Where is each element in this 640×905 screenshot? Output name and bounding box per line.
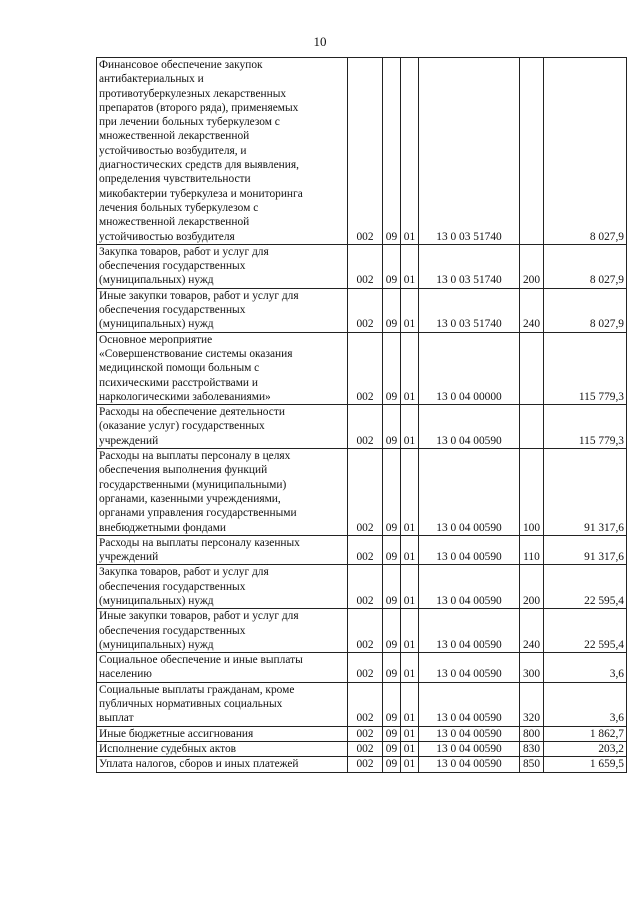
expense-type-code: 850: [520, 757, 544, 772]
subsection-code: 01: [401, 244, 419, 288]
expense-name: [97, 757, 348, 772]
table-row: [97, 405, 627, 449]
section-code: 09: [383, 726, 401, 741]
section-code: 09: [383, 741, 401, 756]
subsection-code: 01: [401, 565, 419, 609]
table-row: [97, 332, 627, 404]
expense-name: [97, 726, 348, 741]
expense-name: [97, 405, 348, 449]
expense-name: [97, 449, 348, 536]
expense-name-line: (муниципальных) нужд: [99, 638, 214, 651]
expense-name-line: внебюджетными фондами: [99, 521, 227, 534]
table-row: [97, 609, 627, 653]
target-article-code: 13 0 04 00590: [419, 535, 520, 565]
expense-type-code: 320: [520, 682, 544, 726]
expense-name-line: Социальное обеспечение и иные выплаты: [99, 654, 303, 667]
grbs-code: 002: [348, 449, 383, 536]
expense-name-line: Иные закупки товаров, работ и услуг для: [99, 610, 299, 623]
table-row: [97, 653, 627, 683]
amount-value: 22 595,4: [544, 565, 627, 609]
grbs-code: 002: [348, 757, 383, 772]
table-row: [97, 449, 627, 536]
expense-name: [97, 244, 348, 288]
expense-name-line: препаратов (второго ряда), применяемых: [99, 101, 299, 114]
target-article-code: 13 0 03 51740: [419, 58, 520, 245]
expense-type-code: 200: [520, 244, 544, 288]
section-code: 09: [383, 565, 401, 609]
grbs-code: 002: [348, 682, 383, 726]
amount-value: 8 027,9: [544, 244, 627, 288]
expense-name-line: множественной лекарственной: [99, 130, 250, 143]
grbs-code: 002: [348, 244, 383, 288]
expense-name-line: Закупка товаров, работ и услуг для: [99, 566, 269, 579]
section-code: 09: [383, 653, 401, 683]
grbs-code: 002: [348, 58, 383, 245]
amount-value: 1 659,5: [544, 757, 627, 772]
section-code: 09: [383, 332, 401, 404]
grbs-code: 002: [348, 535, 383, 565]
expense-name-line: Расходы на выплаты персоналу в целях: [99, 450, 291, 463]
expense-name-line: противотуберкулезных лекарственных: [99, 87, 287, 100]
expense-name-line: обеспечения государственных: [99, 580, 246, 593]
expense-type-code: [520, 332, 544, 404]
amount-value: 115 779,3: [544, 405, 627, 449]
table-row: [97, 244, 627, 288]
expense-name-line: медицинской помощи больным с: [99, 362, 260, 375]
expense-name-line: Социальные выплаты гражданам, кроме: [99, 683, 295, 696]
expense-name-line: наркологическими заболеваниями»: [99, 390, 271, 403]
expense-type-code: 240: [520, 288, 544, 332]
grbs-code: 002: [348, 565, 383, 609]
expense-type-code: 800: [520, 726, 544, 741]
amount-value: 3,6: [544, 653, 627, 683]
section-code: 09: [383, 244, 401, 288]
expense-name: [97, 58, 348, 245]
expense-name-line: публичных нормативных социальных: [99, 698, 283, 711]
expense-name: [97, 741, 348, 756]
subsection-code: 01: [401, 535, 419, 565]
table-row: [97, 757, 627, 772]
expense-name-line: Закупка товаров, работ и услуг для: [99, 245, 269, 258]
budget-table: [96, 57, 627, 773]
table-row: [97, 682, 627, 726]
table-row: [97, 726, 627, 741]
expense-name: [97, 682, 348, 726]
expense-name: [97, 332, 348, 404]
expense-name-line: органами управления государственными: [99, 507, 297, 520]
expense-name-line: Иные бюджетные ассигнования: [99, 727, 254, 740]
expense-name-line: Расходы на выплаты персоналу казенных: [99, 536, 300, 549]
grbs-code: 002: [348, 741, 383, 756]
expense-name-line: учреждений: [99, 434, 159, 447]
expense-name-line: антибактериальных и: [99, 73, 204, 86]
expense-type-code: [520, 58, 544, 245]
amount-value: 3,6: [544, 682, 627, 726]
expense-name-line: при лечении больных туберкулезом с: [99, 116, 280, 129]
target-article-code: 13 0 04 00590: [419, 565, 520, 609]
grbs-code: 002: [348, 609, 383, 653]
expense-name-line: органами, казенными учреждениями,: [99, 492, 281, 505]
expense-name-line: Исполнение судебных актов: [99, 742, 237, 755]
expense-name: [97, 565, 348, 609]
grbs-code: 002: [348, 332, 383, 404]
target-article-code: 13 0 04 00590: [419, 609, 520, 653]
section-code: 09: [383, 449, 401, 536]
expense-type-code: 830: [520, 741, 544, 756]
table-row: [97, 58, 627, 245]
expense-name-line: (муниципальных) нужд: [99, 318, 214, 331]
expense-name: [97, 609, 348, 653]
subsection-code: 01: [401, 449, 419, 536]
expense-type-code: 200: [520, 565, 544, 609]
expense-name-line: учреждений: [99, 551, 159, 564]
subsection-code: 01: [401, 741, 419, 756]
target-article-code: 13 0 03 51740: [419, 244, 520, 288]
target-article-code: 13 0 04 00590: [419, 653, 520, 683]
expense-name-line: лечения больных туберкулезом с: [99, 201, 259, 214]
grbs-code: 002: [348, 653, 383, 683]
section-code: 09: [383, 757, 401, 772]
budget-table-body: [97, 58, 627, 773]
subsection-code: 01: [401, 288, 419, 332]
table-row: [97, 741, 627, 756]
target-article-code: 13 0 04 00590: [419, 449, 520, 536]
subsection-code: 01: [401, 682, 419, 726]
expense-name: [97, 288, 348, 332]
expense-name-line: диагностических средств для выявления,: [99, 159, 299, 172]
expense-name: [97, 535, 348, 565]
section-code: 09: [383, 609, 401, 653]
expense-name-line: обеспечения государственных: [99, 304, 246, 317]
expense-name-line: микобактерии туберкулеза и мониторинга: [99, 187, 303, 200]
expense-name-line: обеспечения выполнения функций: [99, 464, 268, 477]
expense-type-code: 100: [520, 449, 544, 536]
target-article-code: 13 0 04 00590: [419, 405, 520, 449]
target-article-code: 13 0 04 00590: [419, 741, 520, 756]
expense-name-line: «Совершенствование системы оказания: [99, 347, 293, 360]
section-code: 09: [383, 682, 401, 726]
expense-name-line: множественной лекарственной: [99, 216, 250, 229]
expense-name-line: (муниципальных) нужд: [99, 274, 214, 287]
expense-name-line: населению: [99, 668, 152, 681]
expense-name-line: выплат: [99, 712, 134, 725]
expense-name-line: (муниципальных) нужд: [99, 594, 214, 607]
expense-name-line: обеспечения государственных: [99, 624, 246, 637]
amount-value: 8 027,9: [544, 288, 627, 332]
target-article-code: 13 0 04 00590: [419, 682, 520, 726]
page-number: 10: [313, 34, 327, 49]
expense-name-line: психическими расстройствами и: [99, 376, 258, 389]
expense-name-line: Основное мероприятие: [99, 333, 213, 346]
expense-name-line: обеспечения государственных: [99, 260, 246, 273]
amount-value: 115 779,3: [544, 332, 627, 404]
expense-type-code: 110: [520, 535, 544, 565]
subsection-code: 01: [401, 757, 419, 772]
subsection-code: 01: [401, 332, 419, 404]
target-article-code: 13 0 03 51740: [419, 288, 520, 332]
expense-name-line: устойчивостью возбудителя: [99, 230, 235, 243]
expense-name-line: Финансовое обеспечение закупок: [99, 59, 263, 71]
amount-value: 1 862,7: [544, 726, 627, 741]
subsection-code: 01: [401, 726, 419, 741]
expense-name: [97, 653, 348, 683]
table-row: [97, 288, 627, 332]
expense-type-code: 300: [520, 653, 544, 683]
subsection-code: 01: [401, 609, 419, 653]
expense-name-line: устойчивостью возбудителя, и: [99, 144, 247, 157]
section-code: 09: [383, 58, 401, 245]
target-article-code: 13 0 04 00590: [419, 726, 520, 741]
amount-value: 91 317,6: [544, 449, 627, 536]
table-row: [97, 565, 627, 609]
section-code: 09: [383, 535, 401, 565]
section-code: 09: [383, 288, 401, 332]
amount-value: 8 027,9: [544, 58, 627, 245]
subsection-code: 01: [401, 405, 419, 449]
expense-name-line: Расходы на обеспечение деятельности: [99, 406, 285, 419]
expense-name-line: Уплата налогов, сборов и иных платежей: [99, 758, 299, 771]
target-article-code: 13 0 04 00590: [419, 757, 520, 772]
amount-value: 91 317,6: [544, 535, 627, 565]
section-code: 09: [383, 405, 401, 449]
subsection-code: 01: [401, 58, 419, 245]
expense-type-code: [520, 405, 544, 449]
target-article-code: 13 0 04 00000: [419, 332, 520, 404]
grbs-code: 002: [348, 405, 383, 449]
expense-type-code: 240: [520, 609, 544, 653]
expense-name-line: Иные закупки товаров, работ и услуг для: [99, 289, 299, 302]
expense-name-line: (оказание услуг) государственных: [99, 420, 265, 433]
grbs-code: 002: [348, 288, 383, 332]
grbs-code: 002: [348, 726, 383, 741]
amount-value: 22 595,4: [544, 609, 627, 653]
subsection-code: 01: [401, 653, 419, 683]
table-row: [97, 535, 627, 565]
expense-name-line: государственными (муниципальными): [99, 478, 287, 491]
expense-name-line: определения чувствительности: [99, 173, 251, 186]
amount-value: 203,2: [544, 741, 627, 756]
